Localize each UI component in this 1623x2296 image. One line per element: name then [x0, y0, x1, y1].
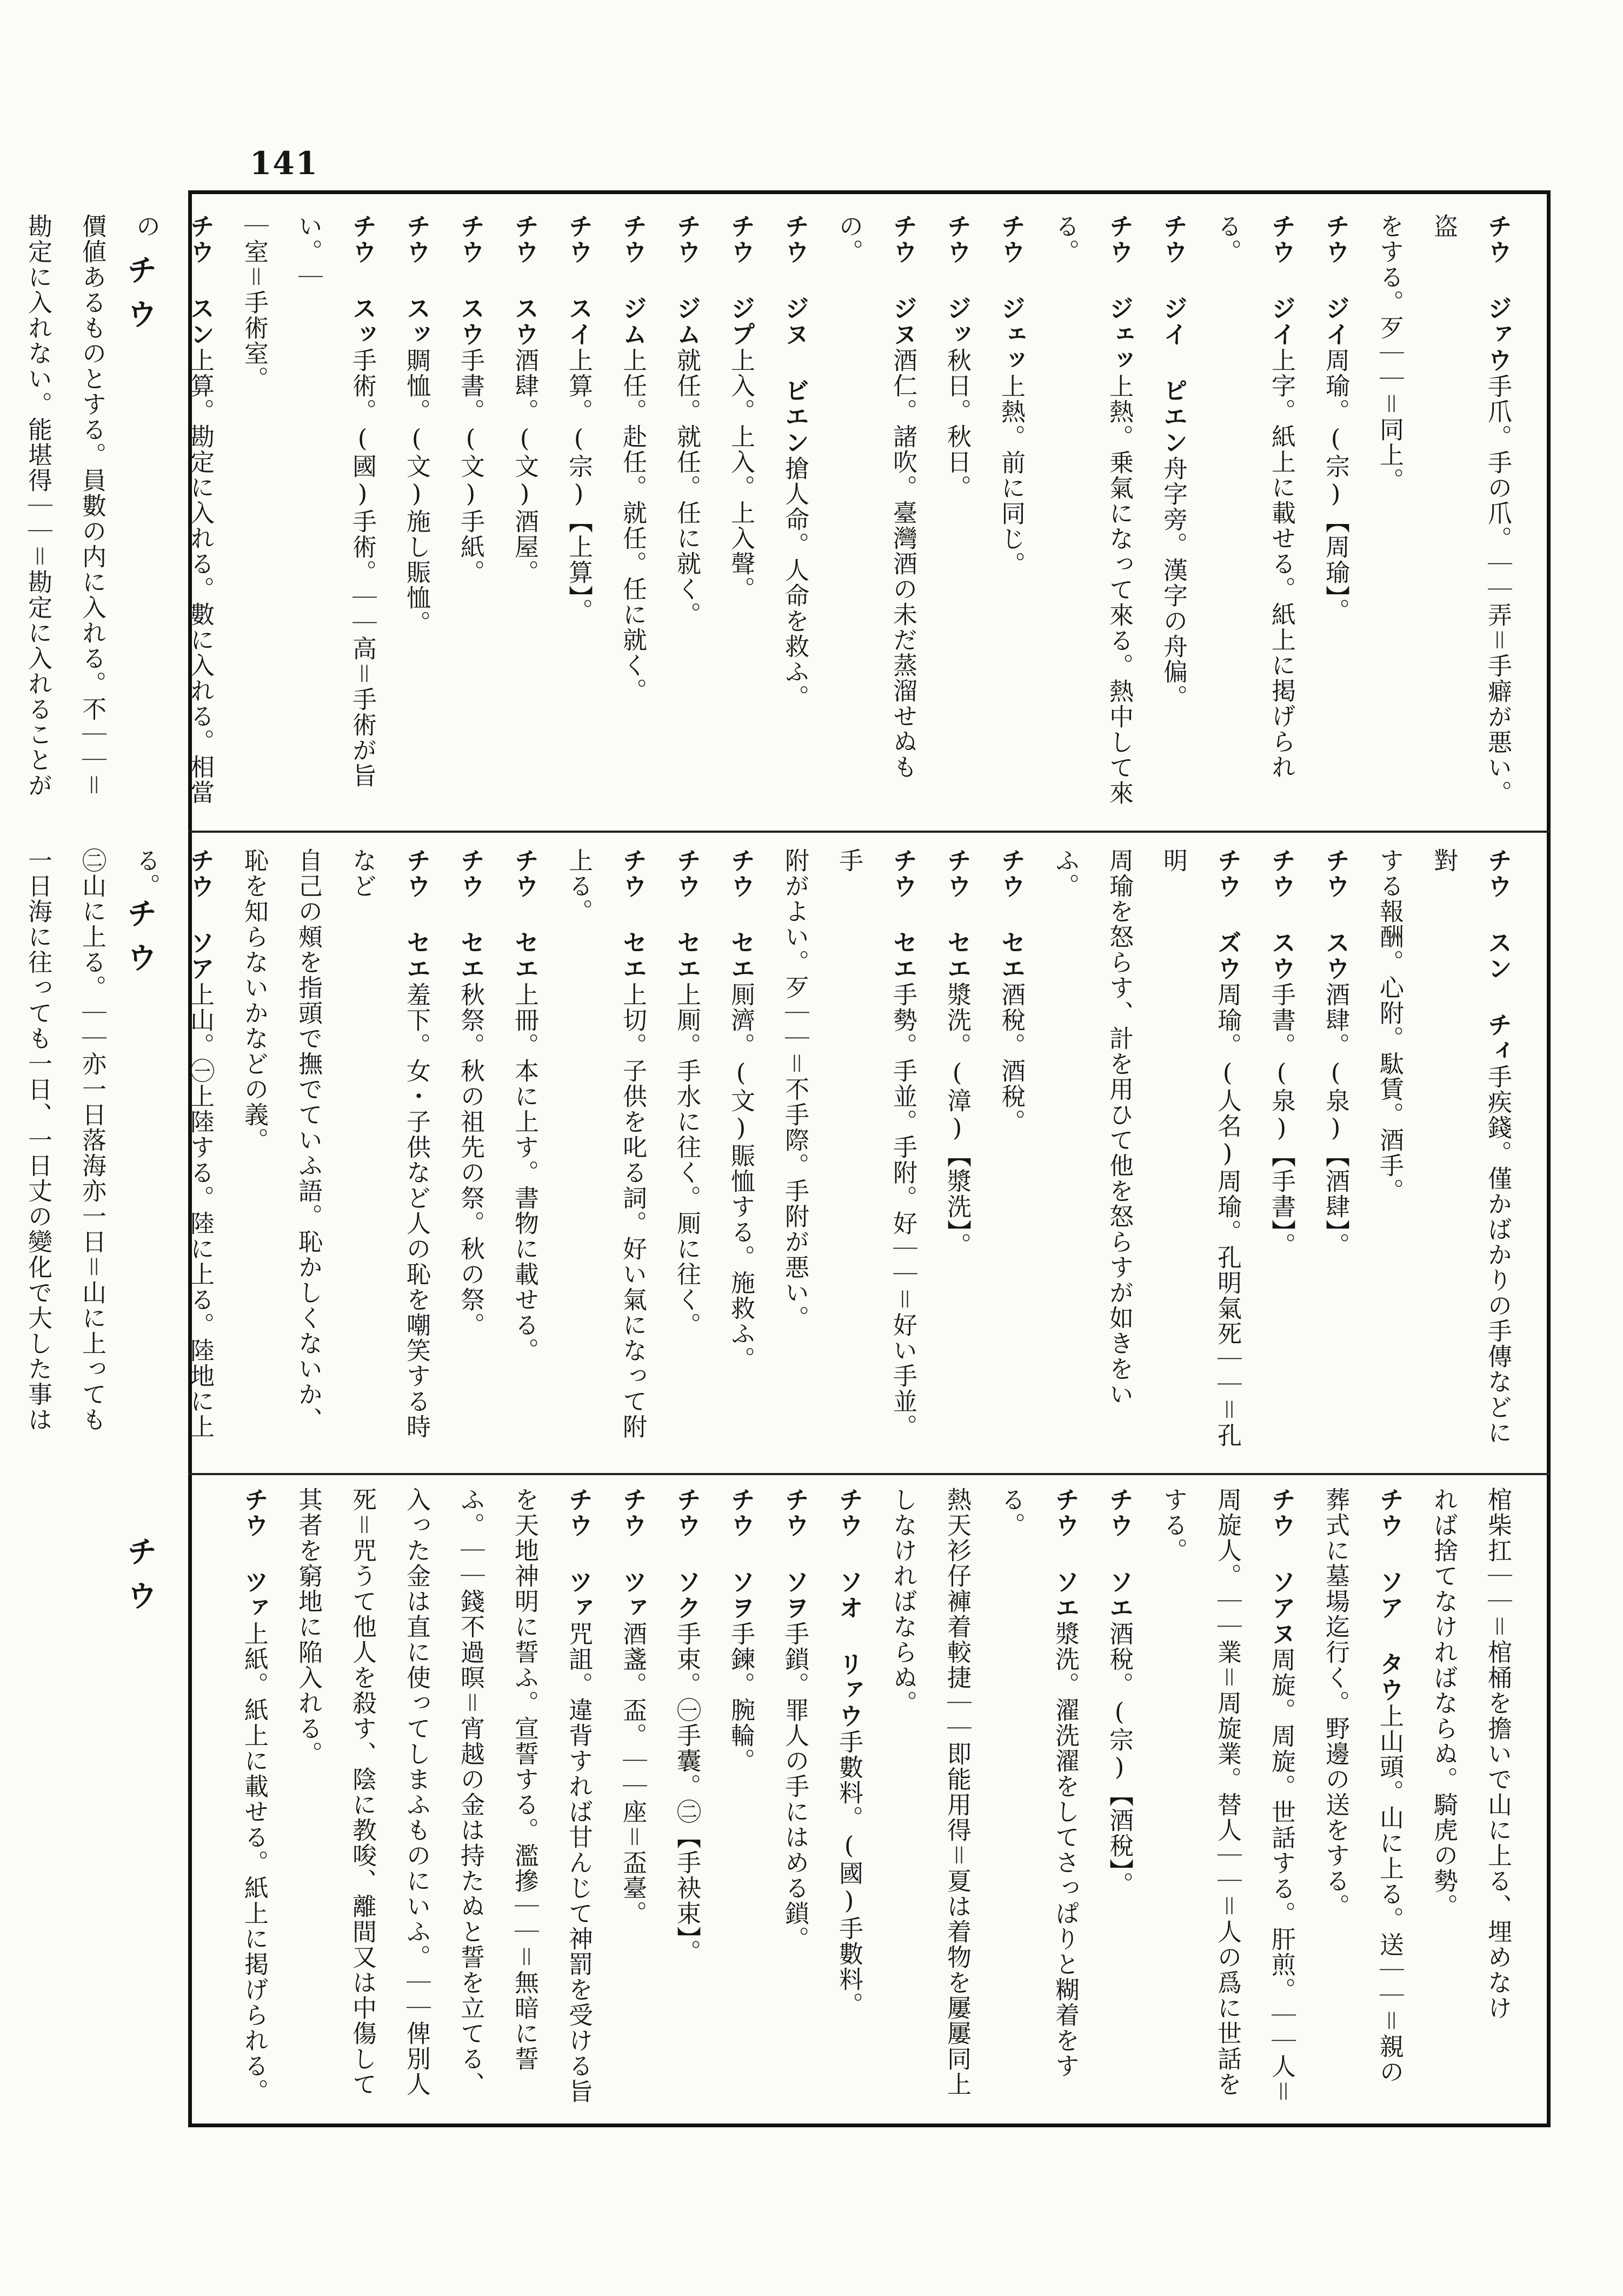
entry-heading: チウ セエ: [456, 848, 485, 982]
dictionary-entry: [1308, 1487, 1416, 2109]
entry-definition: 手爪。手の爪。｜｜弄＝手癖が悪い。盗: [1429, 214, 1512, 806]
dictionary-entry: [551, 214, 606, 814]
entry-definition: 周瑜。(人名)周瑜。孔明氣死｜｜＝孔明: [1159, 848, 1242, 1448]
entry-definition: 手書。(泉)【手書】。: [1267, 982, 1296, 1258]
entry-definition: 手書。(文)手紙。: [456, 348, 485, 585]
entry-definition: 手鍊。腕輪。: [727, 1621, 755, 1774]
entry-definition: 羞下。女・子供など人の恥を嘲笑する時など: [348, 848, 431, 1439]
entry-definition: 手術。(國)手術。｜｜高＝手術が旨い。｜: [294, 214, 377, 788]
section-heading-1: チウ: [122, 254, 157, 343]
entry-heading: チウ ソヲ: [727, 1487, 755, 1621]
entry-heading: チウ ジイ ピエン: [1159, 214, 1188, 456]
entry-continuation: 附がよい。歹｜｜＝不手際。手附が悪い。: [781, 848, 809, 1331]
entry-definition: 就任。就任。任に就く。: [673, 348, 701, 627]
entry-definition: 上厠。手水に往く。厠に往く。: [673, 982, 701, 1338]
dictionary-entry: [0, 214, 227, 814]
dictionary-band-bottom: [214, 1487, 1525, 2109]
dictionary-entry: [1308, 848, 1362, 1456]
dictionary-entry: [281, 1487, 606, 2109]
entry-definition: 上切。子供を叱る詞。好い氣になって附上る。: [564, 848, 647, 1439]
entry-definition: 酒稅。(宗)【酒稅】。: [1105, 1621, 1134, 1897]
entry-heading: チウ ツァ: [564, 1487, 593, 1621]
entry-heading: チウ セエ: [673, 848, 701, 982]
dictionary-entry: [714, 1487, 768, 2109]
dictionary-entry: [714, 214, 768, 814]
entry-definition: 搶人命。人命を救ふ。: [781, 456, 809, 710]
entry-definition: 漿洗。濯洗濯をしてさっぱりと糊着をする。: [997, 1487, 1080, 2079]
dictionary-entry: [1308, 214, 1362, 814]
entry-continuation: を天地神明に誓ふ。宣誓する。濫摻｜｜＝無暗に誓ふ。｜｜錢不過暝＝宵越の金は持たぬと誓を立てる、入った金は直に使ってしまふものにいふ。｜｜俾別人死＝咒うて他人を殺す、陰に教唆、離間又は中傷して其者を窮地に陥入れる。: [294, 1487, 539, 2097]
entry-heading: チウ ツァ: [618, 1487, 647, 1621]
entry-heading: チウ セエ: [943, 848, 972, 982]
entry-definition: 秋祭。秋の祖先の祭。秋の祭。: [456, 982, 485, 1338]
dictionary-entry: [714, 848, 768, 1456]
dictionary-entry: [876, 1487, 1092, 2109]
dictionary-entry: [1092, 1487, 1146, 2109]
entry-continuation: ㊁山に上る。｜｜亦一日落海亦一日＝山に上っても一日海に往っても一日、一日丈の變化で大した事は: [24, 848, 107, 1432]
entry-heading: チウ スン: [186, 214, 215, 348]
entry-heading: チウ ソエ: [1051, 1487, 1080, 1621]
entry-definition: 酒盞。盃。｜｜座＝盃臺。: [618, 1621, 647, 1926]
entry-heading: チウ スウ: [510, 214, 539, 348]
dictionary-entry: [768, 848, 930, 1456]
dictionary-entry: [984, 848, 1038, 1456]
entry-heading: チウ スウ: [1267, 848, 1296, 982]
dictionary-entry: [1038, 214, 1146, 814]
entry-heading: チウ ジイ: [1267, 214, 1296, 348]
entry-heading: チウ スン チィ: [1484, 848, 1512, 1064]
entry-definition: 上算。勘定に入れる。數に入れる。相當の: [132, 214, 215, 805]
dictionary-entry: [227, 848, 443, 1456]
entry-definition: 上山頭。山に上る。送｜｜＝親の: [1375, 1703, 1404, 2085]
entry-continuation: 熱天衫仔褲着較捷｜｜即能用得＝夏は着物を屢屢同上しなければならぬ。: [889, 1487, 972, 2097]
band-divider-2: [188, 1473, 1551, 1475]
dictionary-entry: [984, 214, 1038, 814]
entry-definition: 酒肆。(泉)【酒肆】。: [1321, 982, 1350, 1258]
dictionary-entry: [443, 214, 497, 814]
entry-continuation: 周旋人。｜｜業＝周旋業。替人｜｜＝人の爲に世話をする。: [1159, 1487, 1242, 2097]
entry-definition: 酒稅。酒稅。: [997, 982, 1026, 1134]
entry-heading: チウ ソア タウ: [1375, 1487, 1404, 1703]
entry-heading: チウ スウ: [456, 214, 485, 348]
entry-definition: 厠濟。(文)賑恤する。施救ふ。: [727, 982, 755, 1372]
entry-heading: チウ セエ: [402, 848, 431, 982]
entry-continuation: 葬式に墓場迄行く。野邊の送をする。: [1321, 1487, 1350, 1919]
dictionary-entry: [1362, 848, 1525, 1456]
dictionary-entry: [1038, 848, 1254, 1456]
dictionary-entry: [930, 848, 984, 1456]
entry-heading: チウ セエ: [997, 848, 1026, 982]
dictionary-entry: [1416, 1487, 1525, 2109]
entry-definition: 舟字旁。漢字の舟偏。: [1159, 456, 1188, 710]
entry-continuation: 自己の頰を指頭で撫でていふ語。恥かしくないか、恥を知らないかなどの義。: [240, 848, 323, 1432]
entry-heading: チウ ジム: [673, 214, 701, 348]
entry-heading: チウ ジイ: [1321, 214, 1350, 348]
dictionary-entry: [822, 1487, 876, 2109]
entry-heading: チウ ソエ: [1105, 1487, 1134, 1621]
entry-continuation: ｜室＝手術室。: [240, 214, 269, 391]
entry-heading: チウ スッ: [348, 214, 377, 348]
dictionary-entry: [660, 214, 714, 814]
dictionary-entry: [660, 848, 714, 1456]
entry-heading: チウ ツァ: [240, 1487, 269, 1621]
entry-continuation: 周瑜を怒らす、計を用ひて他を怒らすが如きをいふ。: [1051, 848, 1134, 1407]
entry-heading: チウ セエ: [727, 848, 755, 982]
entry-definition: 賙恤。(文)施し賑恤。: [402, 348, 431, 636]
entry-heading: チウ ジッ: [943, 214, 972, 348]
entry-definition: 酒仁。諸吹。臺灣酒の未だ蒸溜せぬもの。: [835, 214, 917, 780]
entry-definition: 酒肆。(文)酒屋。: [510, 348, 539, 585]
dictionary-entry: [822, 214, 930, 814]
entry-heading: チウ ジヌ: [889, 214, 917, 348]
dictionary-band-middle: [24, 848, 1525, 1456]
dictionary-entry: [1146, 1487, 1308, 2109]
entry-definition: 咒詛。違背すれば甘んじて神罰を受ける旨: [564, 1621, 593, 2104]
entry-definition: 上算。(宗)【上算】。: [564, 348, 593, 624]
entry-heading: チウ ズウ: [1213, 848, 1242, 982]
dictionary-entry: [227, 214, 389, 814]
dictionary-entry: [443, 848, 497, 1456]
entry-heading: チウ スッ: [402, 214, 431, 348]
dictionary-entry: [606, 1487, 660, 2109]
section-heading-2: チウ: [122, 898, 157, 986]
dictionary-entry: [497, 848, 551, 1456]
dictionary-entry: [930, 214, 984, 814]
dictionary-entry: [497, 214, 551, 814]
entry-definition: 上紙。紙上に載せる。紙上に掲げられる。: [240, 1621, 269, 2104]
entry-heading: チウ ソアヌ: [1267, 1487, 1296, 1647]
section-heading-3: チウ: [122, 1536, 157, 1624]
entry-heading: チウ セエ: [889, 848, 917, 982]
entry-definition: 周瑜。(宗)【周瑜】。: [1321, 348, 1350, 624]
entry-definition: 手勢。手並。手附。好｜｜＝好い手並。手: [835, 848, 917, 1439]
dictionary-entry: [660, 1487, 714, 2109]
entry-definition: 上字。紙上に載せる。紙上に掲げられる。: [1213, 214, 1296, 780]
entry-heading: チウ ジァウ: [1484, 214, 1512, 374]
entry-continuation: 價値あるものとする。員數の内に入れる。不｜｜＝勘定に入れない。能堪得｜｜＝勘定に入れることが: [24, 214, 107, 798]
entry-heading: チウ ソオ リァウ: [835, 1487, 863, 1729]
entry-definition: 手束。㊀手囊。㊁【手袂束】。: [673, 1621, 701, 1965]
band-divider-1: [188, 831, 1551, 833]
dictionary-band-top: [24, 214, 1525, 814]
dictionary-entry: [389, 214, 443, 814]
dictionary-entry: [227, 1487, 281, 2109]
entry-continuation: をする。歹｜｜＝同上。: [1375, 214, 1404, 493]
entry-definition: 秋日。秋日。: [943, 348, 972, 500]
dictionary-entry: [768, 214, 822, 814]
entry-heading: チウ ソヲ: [781, 1487, 809, 1621]
entry-heading: チウ ジヌ ビエン: [781, 214, 809, 456]
entry-heading: チウ ソク: [673, 1487, 701, 1621]
entry-definition: 上冊。本に上す。書物に載せる。: [510, 982, 539, 1363]
entry-heading: チウ ジェッ: [997, 214, 1026, 374]
entry-definition: 漿洗。(漳)【漿洗】。: [943, 982, 972, 1258]
entry-heading: チウ ソア: [186, 848, 215, 982]
entry-definition: 手疾錢。僅かばかりの手傳などに對: [1429, 848, 1512, 1445]
entry-definition: 上熱。乗氣になって來る。熱中して來る。: [1051, 214, 1134, 806]
dictionary-entry: [606, 214, 660, 814]
dictionary-entry: [1146, 214, 1200, 814]
dictionary-entry: [1254, 848, 1308, 1456]
entry-heading: チウ スイ: [564, 214, 593, 348]
entry-continuation: する報酬。心附。駄賃。酒手。: [1375, 848, 1404, 1204]
dictionary-entry: [0, 848, 227, 1456]
entry-heading: チウ ジェッ: [1105, 214, 1134, 374]
entry-definition: 上山。㊀上陸する。陸に上る。陸地に上る。: [132, 848, 215, 1439]
dictionary-entry: [551, 848, 660, 1456]
entry-heading: チウ ジム: [618, 214, 647, 348]
entry-definition: 周旋。周旋。世話する。肝煎。｜｜人＝: [1267, 1647, 1296, 2105]
page-number: 141: [250, 145, 319, 182]
entry-continuation: れば捨てなければならぬ。騎虎の勢。: [1429, 1487, 1458, 1919]
entry-definition: 上熱。前に同じ。: [997, 374, 1026, 577]
dictionary-entry: [768, 1487, 822, 2109]
entry-definition: 上任。赴任。就任。任に就く。: [618, 348, 647, 704]
dictionary-entry: [1362, 214, 1525, 814]
entry-definition: 手數料。(國)手數料。: [835, 1729, 863, 2018]
entry-definition: 上入。上入。上入聲。: [727, 348, 755, 602]
dictionary-entry: [1200, 214, 1308, 814]
entry-definition: 手鎖。罪人の手にはめる鎖。: [781, 1621, 809, 1952]
entry-heading: チウ セエ: [618, 848, 647, 982]
entry-heading: チウ ジプ: [727, 214, 755, 348]
entry-definition: 棺柴扛｜｜＝棺桶を擔いで山に上る、埋めなけ: [1484, 1487, 1512, 2021]
entry-heading: チウ スウ: [1321, 848, 1350, 982]
entry-heading: チウ セエ: [510, 848, 539, 982]
